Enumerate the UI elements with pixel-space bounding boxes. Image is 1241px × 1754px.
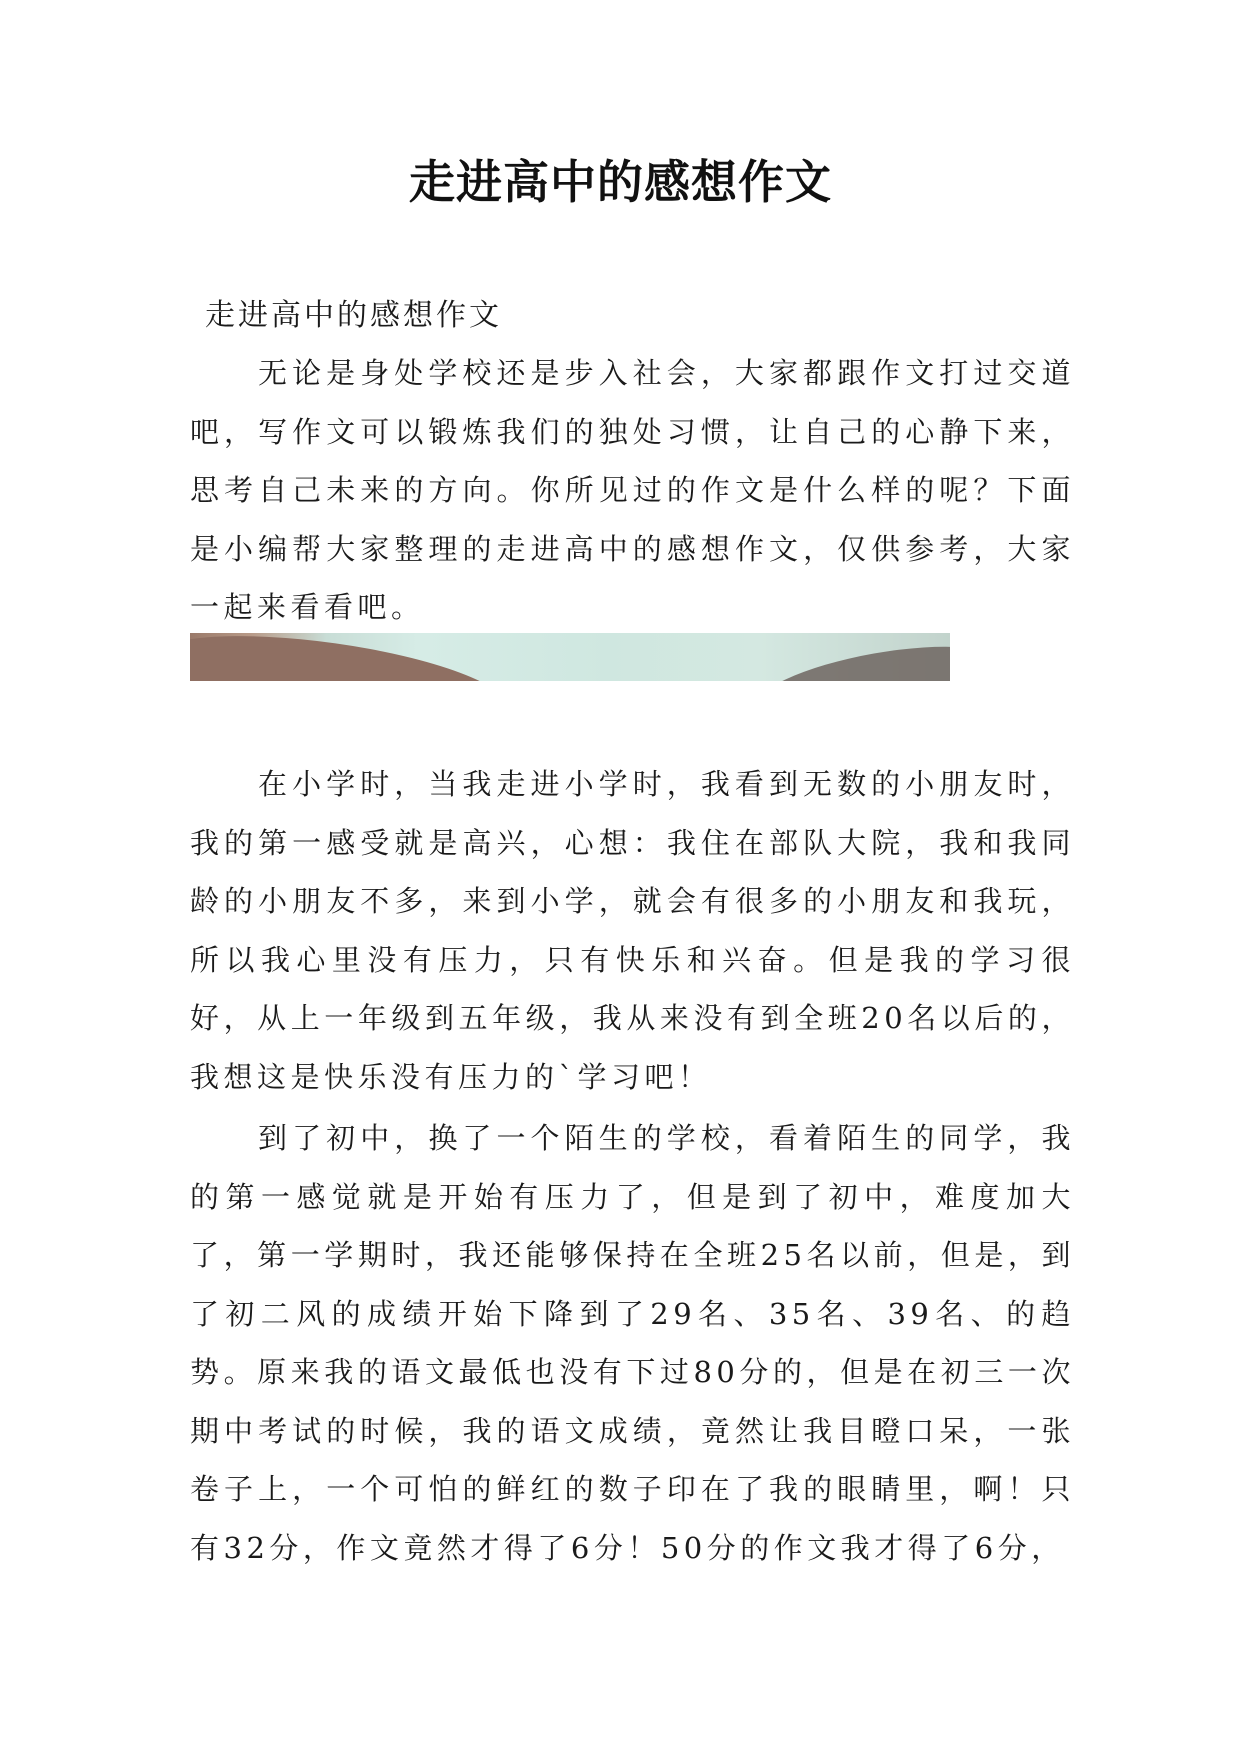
article-image bbox=[190, 633, 950, 681]
paragraph-primary-school: 在小学时，当我走进小学时，我看到无数的小朋友时，我的第一感受就是高兴，心想：我住在部队大院，我和我同龄的小朋友不多，来到小学，就会有很多的小朋友和我玩，所以我心里没有压力，只有快乐和兴奋。但是我的学习很好，从上一年级到五年级，我从来没有到全班20名以后的，我想这是快乐没有压力的`学习吧！ bbox=[190, 767, 1075, 1094]
paragraph-intro: 无论是身处学校还是步入社会，大家都跟作文打过交道吧，写作文可以锻炼我们的独处习惯，让自己的心静下来，思考自己未来的方向。你所见过的作文是什么样的呢？下面是小编帮大家整理的走进高中的感想作文，仅供参考，大家一起来看看吧。 bbox=[190, 356, 1075, 624]
image-shape bbox=[190, 633, 514, 681]
page-title: 走进高中的感想作文 bbox=[409, 155, 832, 209]
article-subtitle: 走进高中的感想作文 bbox=[205, 298, 502, 333]
paragraph-junior-high: 到了初中，换了一个陌生的学校，看着陌生的同学，我的第一感觉就是开始有压力了，但是到了初中，难度加大了，第一学期时，我还能够保持在全班25名以前，但是，到了初二风的成绩开始下降到了29名、35名、39名、的趋势。原来我的语文最低也没有下过80分的，但是在初三一次期中考试的时候，我的语文成绩，竟然让我目瞪口呆，一张卷子上，一个可怕的鲜红的数子印在了我的眼睛里，啊！只有32分，作文竟然才得了6分！50分的作文我才得了6分， bbox=[190, 1121, 1075, 1565]
image-shape bbox=[746, 633, 950, 681]
